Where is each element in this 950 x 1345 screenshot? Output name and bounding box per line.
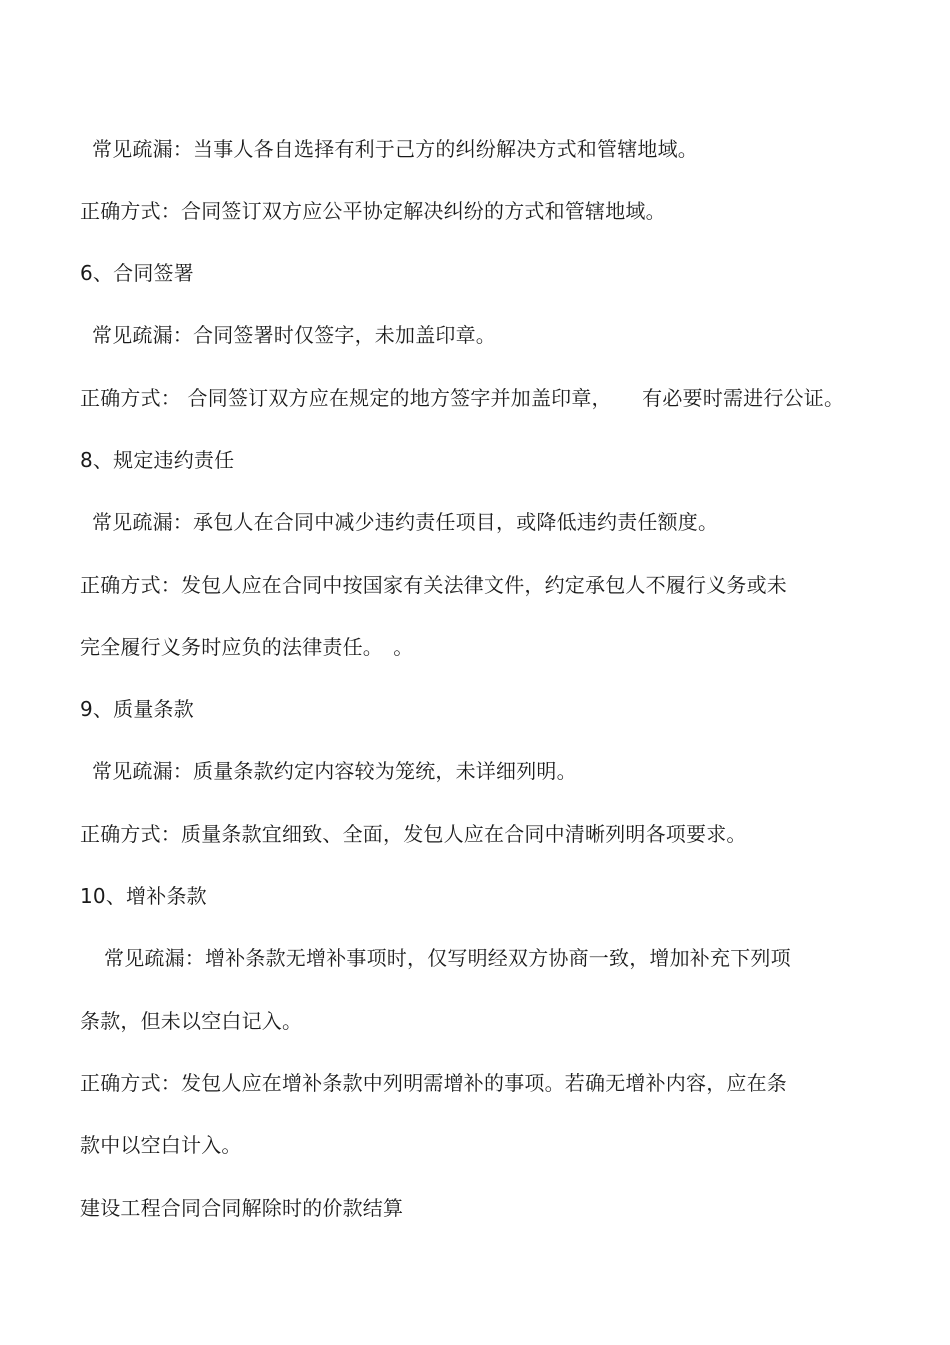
- text-line: 正确方式：发包人应在合同中按国家有关法律文件，约定承包人不履行义务或未: [80, 573, 787, 597]
- section-heading: 建设工程合同合同解除时的价款结算: [80, 1196, 404, 1220]
- section-heading: 6、合同签署: [80, 261, 194, 285]
- section-heading: 9、质量条款: [80, 697, 194, 721]
- text-line: 款中以空白计入。: [80, 1133, 242, 1157]
- text-line: 常见疏漏：合同签署时仅签字，未加盖印章。: [92, 323, 496, 347]
- text-line: 正确方式：发包人应在增补条款中列明需增补的事项。若确无增补内容，应在条: [80, 1071, 787, 1095]
- text-line: 正确方式：质量条款宜细致、全面，发包人应在合同中清晰列明各项要求。: [80, 822, 747, 846]
- text-line: 常见疏漏：增补条款无增补事项时，仅写明经双方协商一致，增加补充下列项: [104, 946, 791, 970]
- text-line: 常见疏漏：承包人在合同中减少违约责任项目，或降低违约责任额度。: [92, 510, 719, 534]
- section-heading: 8、规定违约责任: [80, 448, 235, 472]
- text-line: 正确方式： 合同签订双方应在规定的地方签字并加盖印章， 有必要时需进行公证。: [80, 386, 845, 410]
- text-line: 正确方式：合同签订双方应公平协定解决纠纷的方式和管辖地域。: [80, 199, 666, 223]
- text-line: 完全履行义务时应负的法律责任。 。: [80, 635, 414, 659]
- text-line: 条款，但未以空白记入。: [80, 1009, 303, 1033]
- text-line: 常见疏漏：当事人各自选择有利于己方的纠纷解决方式和管辖地域。: [92, 137, 698, 161]
- section-heading: 10、增补条款: [80, 884, 207, 908]
- text-line: 常见疏漏：质量条款约定内容较为笼统，未详细列明。: [92, 759, 577, 783]
